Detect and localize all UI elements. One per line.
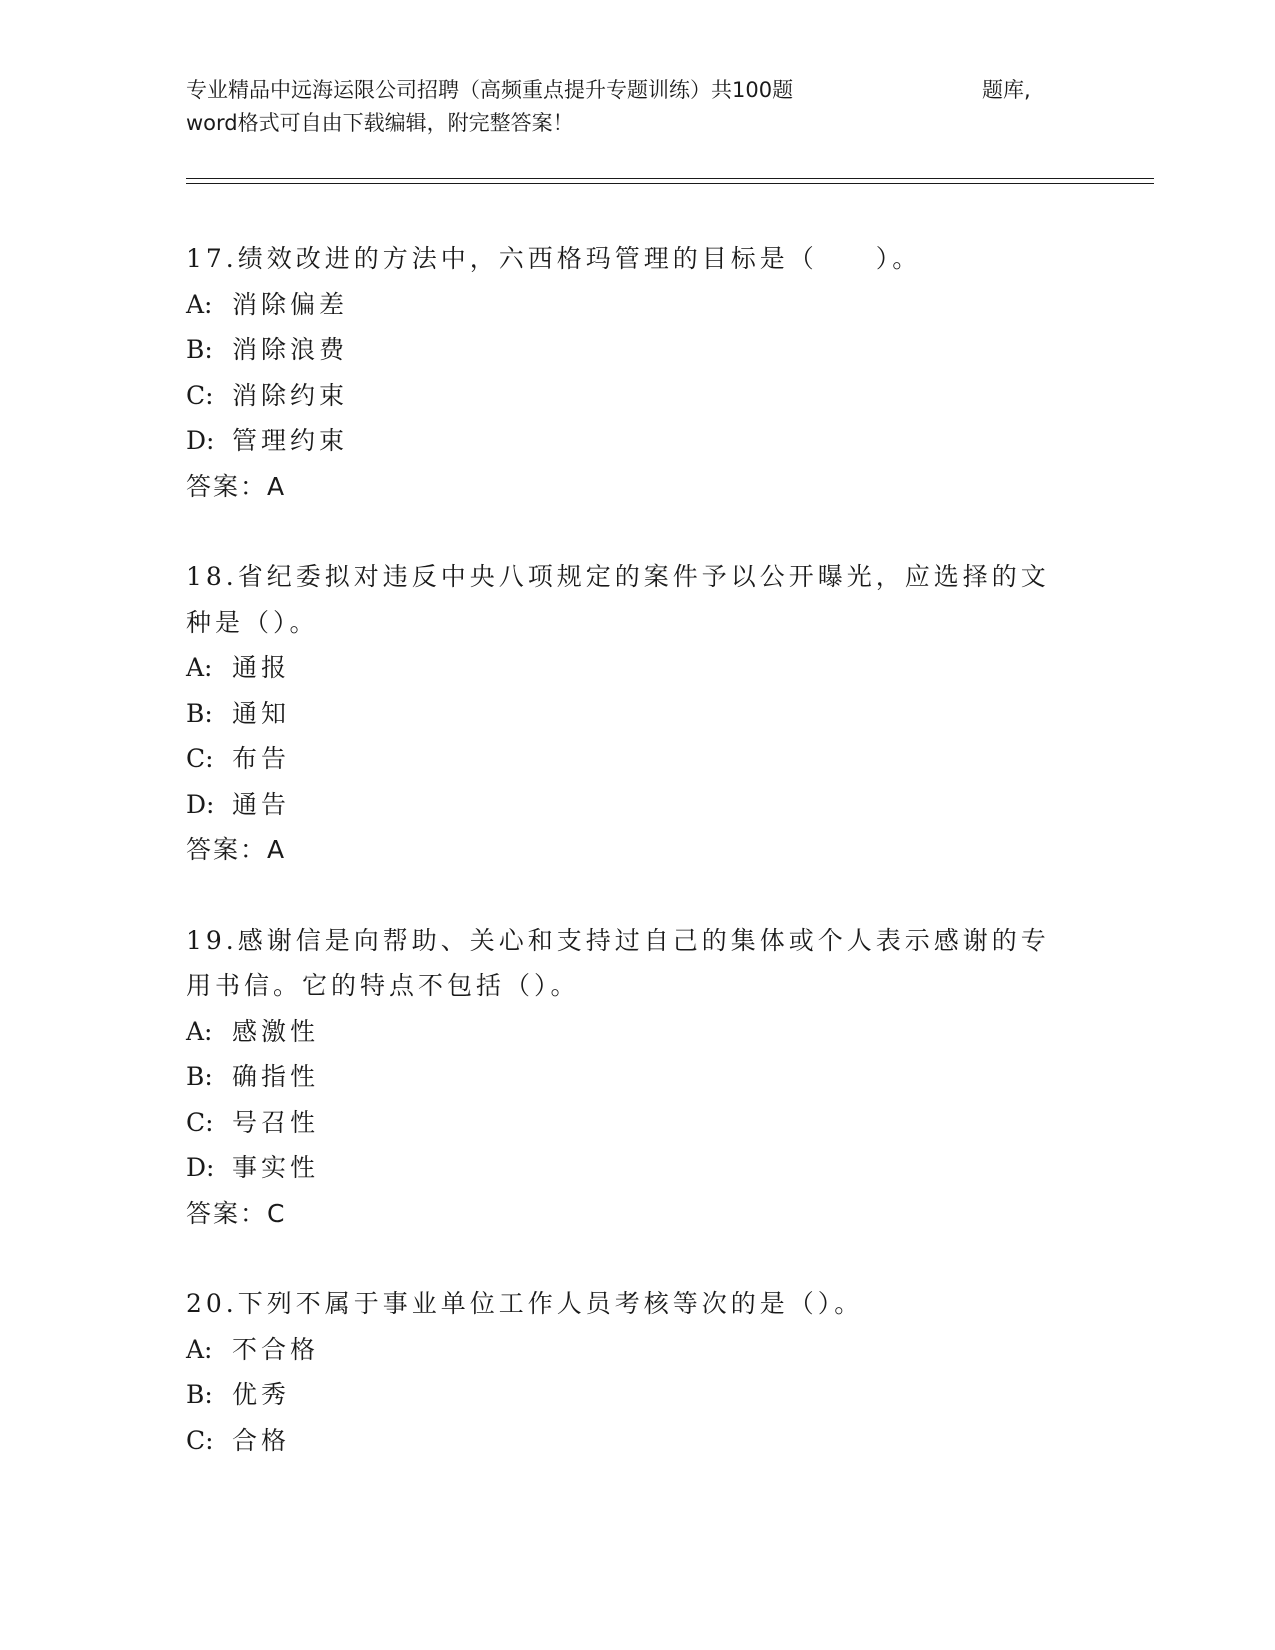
header-rule-top	[186, 178, 1154, 179]
question-19	[186, 918, 1086, 1237]
option-text: 消除浪费	[232, 335, 349, 364]
option-letter: C:	[186, 1107, 214, 1137]
answer: 答案：A	[186, 835, 287, 864]
option-text: 消除偏差	[232, 289, 349, 319]
answer: 答案：A	[186, 471, 287, 501]
option-c	[186, 373, 1086, 419]
answer: 答案：C	[186, 1198, 287, 1228]
option-text: 不合格	[232, 1334, 320, 1364]
header-rule-bottom	[186, 183, 1154, 184]
option-d	[186, 1145, 1086, 1191]
question-stem: 20.下列不属于事业单位工作人员考核等次的是（）。	[186, 1289, 864, 1318]
option-c	[186, 736, 1086, 782]
document-header	[186, 74, 1066, 140]
header-title: 专业精品中远海运限公司招聘（高频重点提升专题训练）共100题	[186, 78, 794, 102]
option-text: 通告	[232, 789, 291, 819]
question-stem: 19.感谢信是向帮助、关心和支持过自己的集体或个人表示感谢的专用书信。它的特点不包括（）。	[186, 925, 1050, 1000]
question-list	[186, 236, 1086, 1463]
option-b	[186, 1054, 1086, 1100]
option-b	[186, 691, 1086, 737]
option-letter: C:	[186, 744, 214, 773]
header-line-1	[186, 74, 1066, 107]
option-letter: A:	[186, 1016, 213, 1046]
option-d	[186, 782, 1086, 828]
option-letter: B:	[186, 698, 213, 728]
question-stem: 17.绩效改进的方法中，六西格玛管理的目标是（ ）。	[186, 244, 922, 273]
option-a	[186, 1327, 1086, 1373]
option-c	[186, 1100, 1086, 1146]
option-letter: A:	[186, 653, 213, 682]
question-20	[186, 1281, 1086, 1463]
option-text: 消除约束	[232, 380, 349, 410]
option-letter: B:	[186, 1062, 213, 1091]
option-text: 事实性	[232, 1153, 320, 1182]
option-a	[186, 645, 1086, 691]
option-letter: C:	[186, 1425, 214, 1455]
option-text: 优秀	[232, 1380, 291, 1409]
option-letter: B:	[186, 335, 213, 364]
question-17	[186, 236, 1086, 509]
option-c	[186, 1418, 1086, 1464]
option-text: 管理约束	[232, 426, 349, 455]
option-text: 通知	[232, 698, 291, 728]
question-18	[186, 554, 1086, 873]
option-text: 感激性	[232, 1016, 320, 1046]
option-letter: D:	[186, 789, 215, 819]
option-letter: A:	[186, 1334, 213, 1364]
option-text: 通报	[232, 653, 291, 682]
option-a	[186, 1009, 1086, 1055]
option-text: 确指性	[232, 1062, 320, 1091]
option-a	[186, 282, 1086, 328]
option-letter: B:	[186, 1380, 213, 1409]
option-letter: A:	[186, 289, 213, 319]
option-letter: D:	[186, 1153, 215, 1182]
option-b	[186, 327, 1086, 373]
question-stem: 18.省纪委拟对违反中央八项规定的案件予以公开曝光，应选择的文种是（）。	[186, 562, 1050, 637]
option-letter: D:	[186, 426, 215, 455]
option-d	[186, 418, 1086, 464]
header-subtitle: word格式可自由下载编辑，附完整答案！	[186, 111, 574, 135]
option-letter: C:	[186, 380, 214, 410]
option-b	[186, 1372, 1086, 1418]
header-title-suffix: 题库,	[982, 78, 1031, 102]
option-text: 合格	[232, 1425, 291, 1455]
option-text: 号召性	[232, 1107, 320, 1137]
option-text: 布告	[232, 744, 291, 773]
